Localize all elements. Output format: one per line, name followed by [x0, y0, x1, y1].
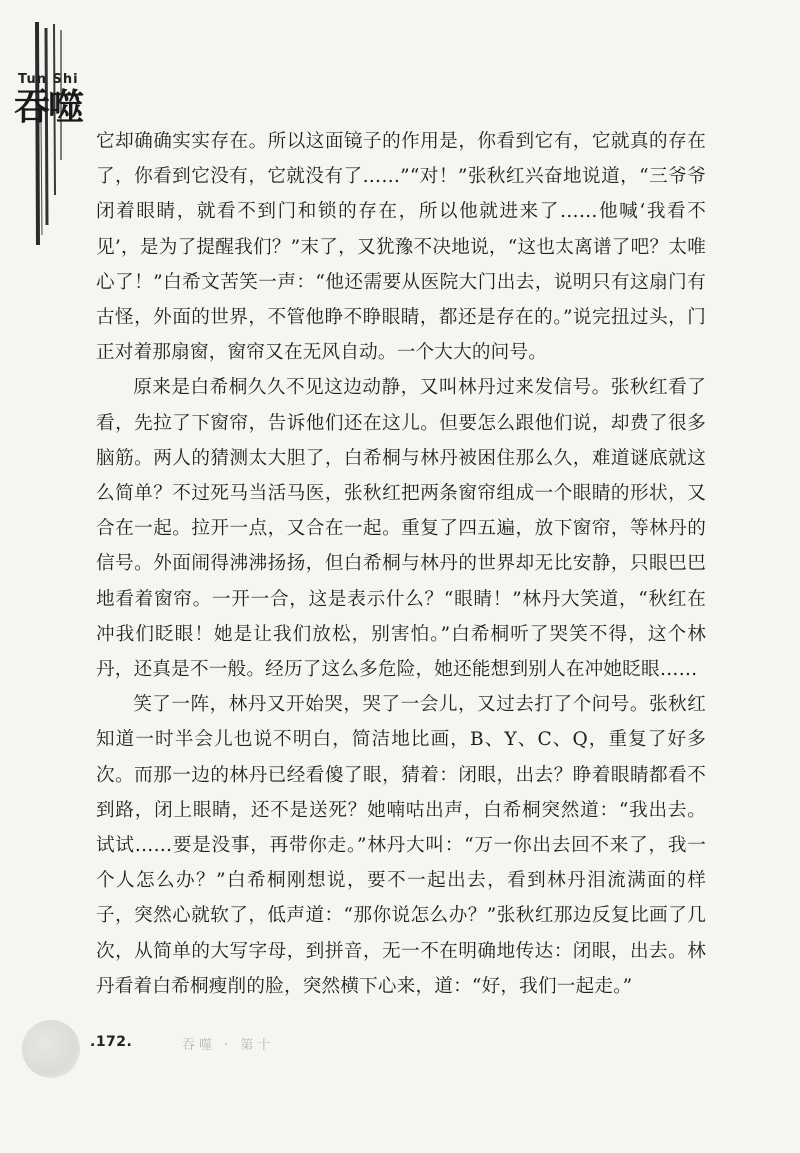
footer-ornament-icon — [22, 1020, 80, 1078]
paragraph-1: 它却确确实实存在。所以这面镜子的作用是，你看到它有，它就真的存在了，你看到它没有，它就没有了……”“对！”张秋红兴奋地说道，“三爷爷闭着眼睛，就看不到门和锁的存在，所以他就进来了……他喊‘我看不见’，是为了提醒我们？”末了，又犹豫不决地说，“这也太离谱了吧？太唯心了！”白希文苦笑一声：“他还需要从医院大门出去，说明只有这扇门有古怪，外面的世界，不管他睁不睁眼睛，都还是存在的。”说完扭过头，门正对着那扇窗，窗帘又在无风自动。一个大大的问号。 — [96, 131, 706, 364]
paragraph-2: 原来是白希桐久久不见这边动静，又叫林丹过来发信号。张秋红看了看，先拉了下窗帘，告诉他们还在这儿。但要怎么跟他们说，却费了很多脑筋。两人的猜测太大胆了，白希桐与林丹被困住那么久，难道谜底就这么简单？不过死马当活马医，张秋红把两条窗帘组成一个眼睛的形状，又合在一起。拉开一点，又合在一起。重复了四五遍，放下窗帘，等林丹的信号。外面闹得沸沸扬扬，但白希桐与林丹的世界却无比安静，只眼巴巴地看着窗帘。一开一合，这是表示什么？“眼睛！”林丹大笑道，“秋红在冲我们眨眼！她是让我们放松，别害怕。”白希桐听了哭笑不得，这个林丹，还真是不一般。经历了这么多危险，她还能想到别人在冲她眨眼…… — [96, 377, 706, 681]
logo-title-text: 吞噬 — [14, 87, 83, 128]
body-text — [96, 124, 706, 1004]
logo-latin-text: Tun Shi — [18, 72, 79, 87]
logo-stripes-graphic — [14, 20, 104, 250]
book-logo — [14, 20, 104, 250]
paragraph-3: 笑了一阵，林丹又开始哭，哭了一会儿，又过去打了个问号。张秋红知道一时半会儿也说不明白，简洁地比画，B、Y、C、Q，重复了好多次。而那一边的林丹已经看傻了眼，猜着：闭眼，出去？睁着眼睛都看不到路，闭上眼睛，还不是送死？她喃咕出声，白希桐突然道：“我出去。试试……要是没事，再带你走。”林丹大叫：“万一你出去回不来了，我一个人怎么办？”白希桐刚想说，要不一起出去，看到林丹泪流满面的样子，突然心就软了，低声道：“那你说怎么办？”张秋红那边反复比画了几次，从简单的大写字母，到拼音，无一不在明确地传达：闭眼，出去。林丹看着白希桐瘦削的脸，突然横下心来，道：“好，我们一起走。” — [96, 694, 706, 997]
page-footer — [22, 1020, 422, 1080]
page-number: .172. — [90, 1034, 133, 1050]
footer-caption: 吞噬 · 第十 — [182, 1038, 275, 1053]
